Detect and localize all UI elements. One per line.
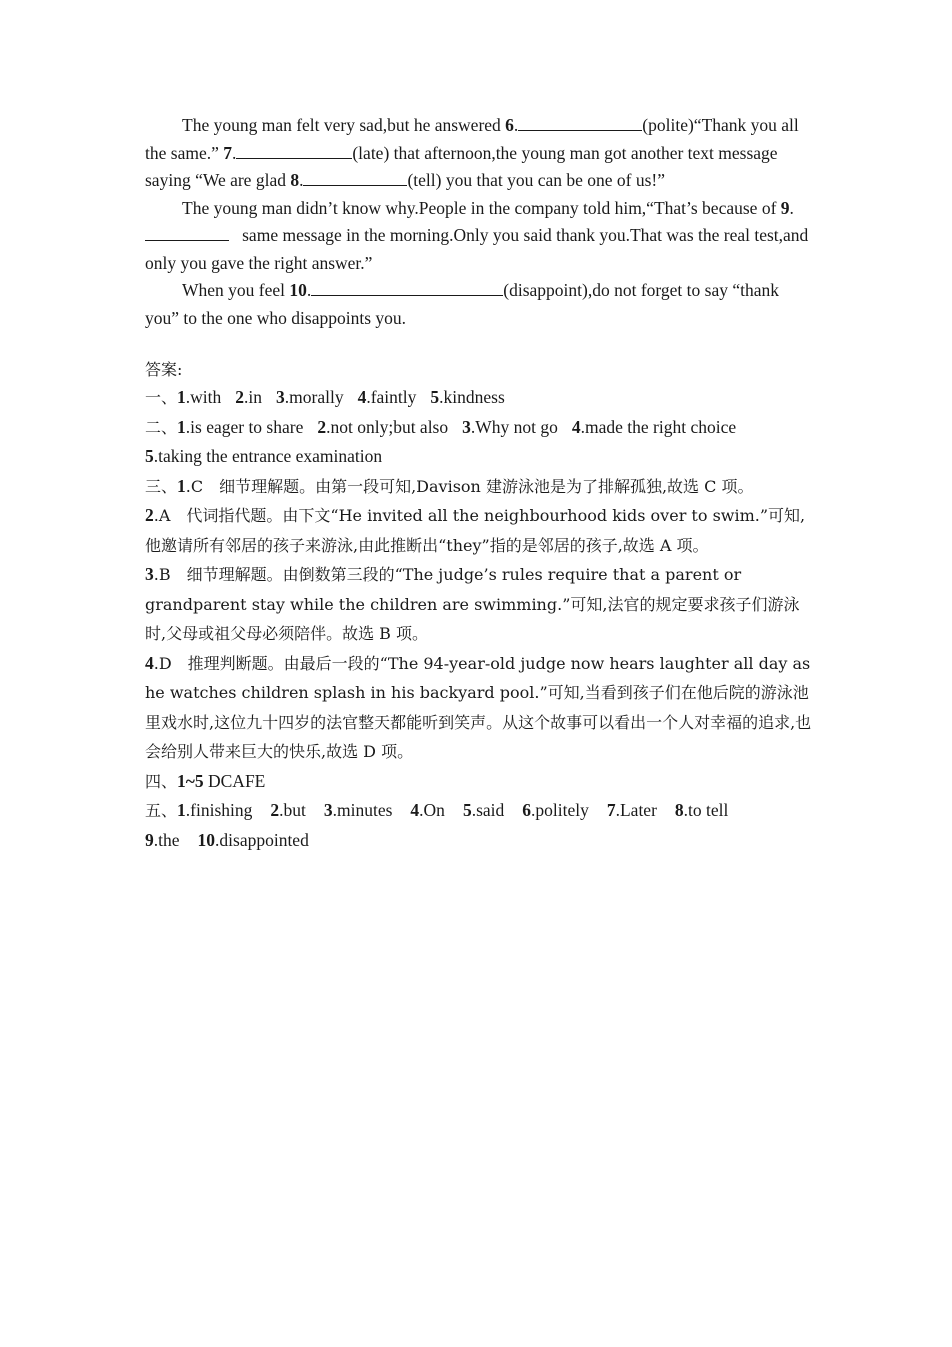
answer-text: .said	[471, 800, 505, 820]
answer-number: 4	[357, 387, 367, 407]
answer-number: 5	[462, 800, 472, 820]
answer-text: .On	[419, 800, 445, 820]
passage-paragraph-3: When you feel 10. (disappoint),do not forget to say “thank you” to the one who disappoints you.	[145, 280, 780, 328]
document-page	[145, 112, 813, 855]
passage-text: The young man didn’t know why.People in the company told him,“That’s because of	[182, 197, 777, 218]
answer-explanation: .C 细节理解题。由第一段可知,Davison 建游泳池是为了排解孤独,故选 C 项。	[185, 476, 754, 496]
answer-text: .made the right choice	[580, 416, 737, 437]
answer-number: 1~5	[177, 770, 204, 791]
answer-section-3-q3	[145, 560, 813, 649]
answer-section-3-q4	[145, 649, 813, 767]
answer-text: .to tell	[683, 800, 729, 820]
passage-paragraph-2: The young man didn’t know why.People in the company told him,“That’s because of 9. same message in the morning.Only you said thank you.That was the real test,and only you gave the right answer.”	[145, 197, 809, 273]
passage-text: same message in the morning.Only you said thank you.That was the real test,and only you gave the right answer.”	[145, 225, 809, 273]
answer-number: 4	[571, 416, 581, 437]
answer-text: .faintly	[366, 387, 417, 407]
answer-section-3-q1	[145, 472, 813, 502]
answer-text: .not only;but also	[326, 416, 449, 437]
answer-text: .in	[244, 387, 263, 407]
answer-number: 7	[606, 800, 616, 820]
answer-number: 3	[462, 416, 471, 437]
passage-text: (late) that afternoon,the young man got another text message saying “We are glad	[145, 142, 778, 190]
answer-number: 1	[177, 800, 186, 820]
answer-text: .minutes	[332, 800, 393, 820]
answer-explanation: .D 推理判断题。由最后一段的“The 94-year-old judge now hears laughter all day as he watches children splash in his backyard pool.”可知,当看到孩子们在他后院的游泳池里戏水时,这位九十四岁的法官整天都能听到笑声。从这个故事可以看出一个人对幸福的追求,也会给别人带来巨大的快乐,故选 D 项。	[145, 653, 812, 761]
answer-text: .morally	[284, 387, 344, 407]
fill-blank-8	[303, 171, 407, 186]
answer-number: 2	[270, 800, 280, 820]
fill-blank-10	[311, 281, 503, 296]
answer-number: 1	[177, 416, 186, 437]
passage-text: When you feel	[182, 280, 286, 300]
answer-text: .Later	[615, 800, 657, 820]
section-prefix: 四、	[145, 771, 178, 791]
answer-section-2	[145, 413, 813, 472]
answer-number: 5	[430, 387, 440, 407]
answer-text: .disappointed	[215, 829, 309, 850]
answer-explanation: .B 细节理解题。由倒数第三段的“The judge’s rules require that a parent or grandparent stay while the children are swimming.”可知,法官的规定要求孩子们游泳时,父母或祖父母必须陪伴。故选 B 项。	[145, 565, 800, 643]
answer-section-3-q2	[145, 501, 813, 560]
answer-explanation: .A 代词指代题。由下文“He invited all the neighbourhood kids over to swim.”可知,他邀请所有邻居的孩子来游泳,由此推断出“they”指的是邻居的孩子,故选 A 项。	[145, 506, 806, 555]
section-prefix: 二、	[145, 417, 178, 437]
answer-text: .with	[185, 387, 222, 407]
answer-number: 3	[276, 387, 285, 407]
answer-number: 2	[145, 505, 154, 525]
blank-number: 6	[505, 115, 514, 135]
fill-blank-9	[145, 226, 229, 241]
answer-text: DCAFE	[203, 770, 266, 791]
answer-text: .finishing	[185, 800, 253, 820]
section-prefix: 三、	[145, 476, 178, 496]
blank-number: 8	[290, 170, 300, 190]
passage-text: (polite)“Thank you all the same.”	[145, 115, 799, 163]
blank-number: 10	[289, 280, 307, 300]
answer-text: .politely	[531, 800, 589, 820]
section-prefix: 一、	[145, 388, 178, 407]
answer-number: 9	[145, 829, 154, 850]
fill-blank-6	[518, 116, 642, 131]
answer-number: 6	[522, 800, 532, 820]
answer-text: .kindness	[439, 387, 505, 407]
answer-text: .Why not go	[470, 416, 558, 437]
answer-section-1	[145, 383, 813, 413]
answer-number: 4	[145, 652, 154, 673]
blank-number: 7	[223, 142, 232, 163]
section-prefix: 五、	[145, 801, 178, 820]
fill-blank-7	[236, 144, 352, 159]
answer-number: 10	[197, 829, 216, 850]
passage-text: (disappoint),do not forget to say “thank you” to the one who disappoints you.	[145, 280, 780, 328]
answer-text: .the	[153, 829, 180, 850]
answer-number: 1	[177, 387, 186, 407]
answer-number: 3	[323, 800, 333, 820]
answer-number: 8	[674, 800, 684, 820]
answer-section-5	[145, 796, 813, 855]
answer-text: .taking the entrance examination	[153, 446, 383, 466]
answer-text: .is eager to share	[185, 416, 304, 437]
answer-number: 3	[145, 564, 154, 584]
answer-section-4	[145, 767, 813, 797]
section-gap	[145, 332, 813, 356]
answer-text: .but	[279, 800, 306, 820]
answer-number: 4	[410, 800, 420, 820]
passage-text: The young man felt very sad,but he answered	[182, 115, 501, 135]
answer-number: 1	[177, 475, 186, 496]
answers-title: 答案:	[145, 360, 183, 379]
answer-number: 2	[235, 387, 245, 407]
blank-number: 9	[780, 197, 790, 218]
passage-paragraph-1: The young man felt very sad,but he answered 6. (polite)“Thank you all the same.” 7. (late) that afternoon,the young man got another text message saying “We are glad 8. (tell) you that you can be one of us!”	[145, 115, 799, 190]
passage-text: (tell) you that you can be one of us!”	[407, 170, 666, 190]
answer-number: 2	[317, 416, 327, 437]
answer-number: 5	[145, 446, 154, 466]
